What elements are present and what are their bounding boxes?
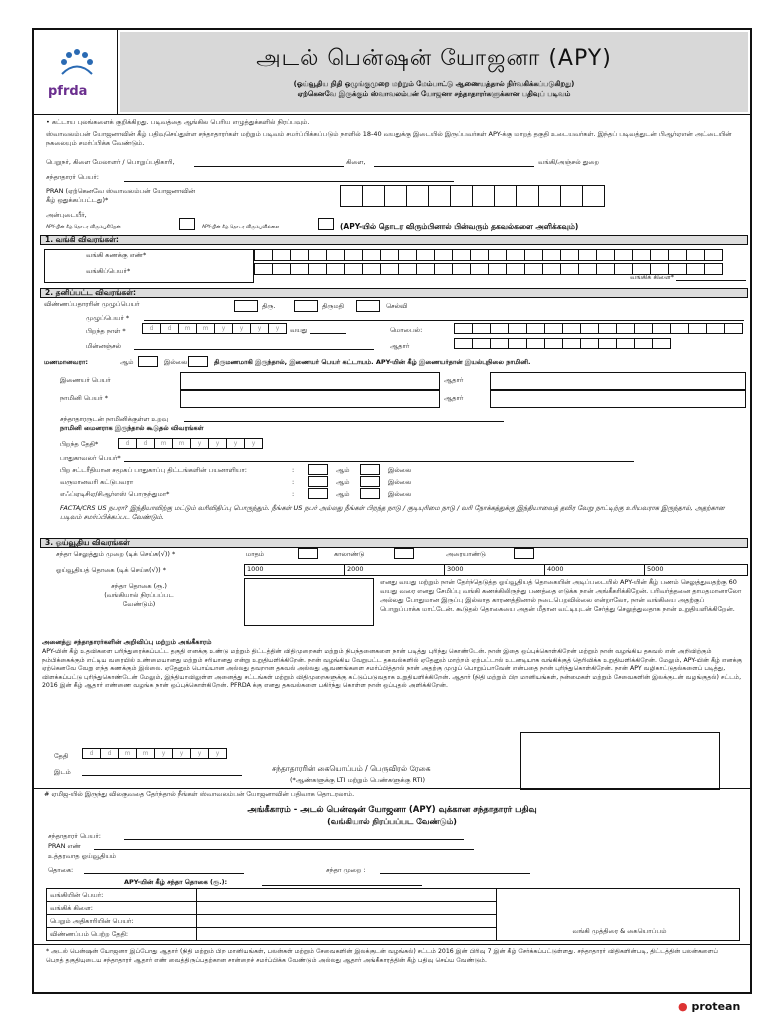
mobile-label: மொபைல்: — [390, 326, 423, 334]
amount-3000[interactable]: 3000 — [445, 565, 545, 575]
form-title: அடல் பென்ஷன் யோஜனா (APY) — [256, 46, 612, 71]
bank-account-cells[interactable] — [254, 249, 723, 261]
ack-stamp-cell[interactable]: வங்கி முத்திரை & கையொப்பம் — [497, 889, 740, 941]
q1-label: பிற சட்டரீதியான சமூகப் பாதுகாப்பு திட்டங்களின் பயனாளியா: — [60, 466, 247, 474]
fullname-label: முழுப்பெயர் * — [86, 314, 130, 322]
ack-mode-label: சந்தா முறை : — [326, 866, 366, 874]
age-label: வயது — [290, 326, 308, 334]
nominee-dob-cells[interactable]: d d m m y y y y — [118, 438, 263, 449]
pran-cells[interactable] — [340, 185, 605, 207]
option-optout-checkbox[interactable] — [318, 218, 334, 230]
title-mrs-label: திருமதி — [322, 302, 344, 310]
ack-amount-line[interactable] — [84, 873, 244, 874]
applicant-label: விண்ணப்பதாரரின் முழுப்பெயர் — [44, 300, 140, 308]
declaration-heading: அனைத்து சந்தாதாரர்களின் அறிவிப்பு மற்றும் அங்கீகாரம் — [42, 638, 212, 646]
ack-table — [46, 888, 740, 941]
amount-2000[interactable]: 2000 — [345, 565, 445, 575]
amount-1000[interactable]: 1000 — [245, 565, 345, 575]
aadhaar-label: ஆதார் — [390, 342, 410, 350]
ack-contrib-line[interactable] — [262, 885, 422, 886]
q2-no-box[interactable] — [360, 476, 380, 487]
q3-yes-label: ஆம் — [336, 490, 350, 498]
q1-yes-box[interactable] — [308, 464, 328, 475]
form-subtitle-1: (ஓய்வூதிய நிதி ஒழுங்குமுறை மற்றும் மேம்பாட்டு ஆணையத்தால் நிர்வகிக்கப்படுகிறது) — [293, 80, 575, 88]
marital-yes-checkbox[interactable] — [138, 356, 158, 367]
bank-name-label: வங்கிப்பெயர்* — [86, 267, 131, 275]
spouse-aadhaar-label: ஆதார் — [444, 376, 464, 384]
facta-note: FACTA/CRS US நபரா? இந்தியாவிற்கு மட்டும் வரிவிதிப்பு பொருந்தும். நீங்கள் US நபர் அல்லது நீங்கள் பிறந்த நாடு / குடியுரிமை நாடு / வரி நோக்கத்துக்கு இந்தியாவைத் தவிர வேறு நாட்டிற்கு உரியவராக இருந்தால், அதற்கான படிவம் சமர்ப்பிக்கப்பட வேண்டும். — [60, 504, 725, 521]
footer-note: * அடல் பென்ஷன் யோஜனா இப்போது ஆதார் (நிதி மற்றும் பிற மானியங்கள், பலன்கள் மற்றும் சேவைகளின் இலக்குடன் வழங்கல்) சட்டம் 2016 இன் பிரிவு 7 இன் கீழ் சேர்க்கப்பட்டுள்ளது. சந்தாதாரர் விதிகளின்படி, திட்டத்தின் பலன்களைப் பெறத் தகுதியுடைய சந்தாதாரர் ஆதார் எண் வைத்திருப்பதற்கான சான்றைச் சமர்ப்பிக்க வேண்டும் அல்லது ஆதார் அங்கீகாரத்தின் கீழ் பதிவு செய்ய வேண்டும். — [46, 948, 718, 964]
q3-no-box[interactable] — [360, 488, 380, 499]
nominee-name-box[interactable] — [180, 390, 440, 408]
to-label: பெறுநர், கிளை மேலாளர் / பொறுப்பதிகாரி, — [46, 158, 175, 166]
q1-no-label: இல்லை — [388, 466, 412, 474]
ack-name-label: சந்தாதாரர் பெயர்: — [48, 832, 101, 840]
nominee-aadhaar-label: ஆதார் — [444, 394, 464, 402]
freq-quarterly-label: காலாண்டு — [334, 550, 365, 558]
pfrda-emblem-icon — [52, 44, 102, 84]
branch-label: கிளை, — [346, 158, 366, 166]
bank-post-label: வங்கி/அஞ்சல் துறை — [538, 158, 599, 166]
email-label: மின்னஞ்சல் — [86, 342, 121, 350]
pfrda-logo — [34, 30, 118, 114]
signature-note: (*ஆண்களுக்கு LTI மற்றும் பெண்களுக்கு RTI) — [290, 776, 425, 784]
apy-form: pfrda அடல் பென்ஷன் யோஜனா (APY) (ஓய்வூதிய நிதி ஒழுங்குமுறை மற்றும் மேம்பாட்டு ஆணையத்தால் நிர்வகிக்கப்படுகிறது) ஏற்கெனவே இருக்கும் ஸ்வாவலம்பன் யோஜனா சந்தாதாரர்களுக்கான பதிவுப் படிவம் • கட்டாய புலங்களைக் குறிக்கிறது. படிவத்தை ஆங்கில பெரிய எழுத்துக்களில் நிரப்பவும். ஸ்வாவலம்பன் யோஜனாவின் கீழ் பதிவுசெய்துள்ள சந்தாதாரர்கள் மற்றும் படிவம் சமர்ப்பிக்கப்படும் நாளில் 18-40 வயதுக்கு இடையில் இருப்பவர்கள் APY-க்கு மாறத் தகுதி உடையவர்கள். இந்தப் படிவத்துடன் பிஆர்ஏஎன் அட்டையின் நகலையும் சமர்ப்பிக்க வேண்டும். பெறுநர், கிளை மேலாளர் / பொறுப்பதிகாரி, கிளை, வங்கி/அஞ்சல் துறை சந்தாதாரர் பெயர்: PRAN (ஏற்கெனவே ஸ்வாவலம்பன் யோஜனாவின் கீழ் ஒதுக்கப்பட்டது)* அன்புடையீர், APY-யின் கீழ் தொடர விரும்புகிறேன் APY-யின் கீழ் தொடர விரும்பவில்லை (APY-யில் தொடர விரும்பினால் பின்வரும் தகவல்களை அளிக்கவும்) 1. வங்கி விவரங்கள்: வங்கி கணக்கு எண்* வங்கிப்பெயர்* வங்கிக் கிளை* 2. தனிப்பட்ட விவரங்கள்: விண்ணப்பதாரரின் முழுப்பெயர் திரு. திருமதி செல்வி முழுப்பெயர் * பிறந்த நாள் * d d m m y y y y வயது மொபைல்: மின்னஞ்சல் ஆதார் மணமானவரா: ஆம் இல்லை திருமணமாகி இருந்தால், இணையர் பெயர் கட்டாயம். APY-யின் கீழ் இணையர்தான் இயல்புநிலை நாமினி. இணையர் பெயர் ஆதார் நாமினி பெயர் * ஆதார் சந்தாதாரருடன் நாமினிக்குள்ள உறவு நாமினி மைனராக இருந்தால் கூடுதல் விவரங்கள் பிறந்த தேதி* d d m m y y y y பாதுகாவலர் பெயர்* பிற சட்டரீதியான சமூகப் பாதுகாப்பு திட்டங்களின் பயனாளியா: வருமானவரி கட்டுபவரா எஃப்ஏடிசிஏ/சிஆர்எஸ் பொருந்துமா* : : : ஆம் இல்லை ஆம் இல்லை ஆம் இல்லை FACTA/CRS US நபரா? இந்தியாவிற்கு மட்டும் வரிவிதிப்பு பொருந்தும். நீங்கள் US நபர் அல்லது நீங்கள் பிறந்த நாடு / குடியுரிமை நாடு / வரி நோக்கத்துக்கு இந்தியாவைத் தவிர வேறு நாட்டிற்கு உரியவராக இருந்தால், அதற்கான படிவம் சமர்ப்பிக்கப்பட வேண்டும். 3. ஓய்வூதிய விவரங்கள் சந்தா செலுத்தும் முறை (டிக் செய்க(√)) * மாதம் காலாண்டு அரையாண்டு ஓய்வூதியத் தொகை (டிக் செய்க(√)) * 1000 2000 3000 4000 5000 சந்தா தொகை (ரூ.) (வங்கியால் நிரப்பப்பட வேண்டும்) எனது வயது மற்றும் நான் தேர்ந்தெடுத்த ஓய்வூதியத் தொகையின் அடிப்படையில் APY-யின் கீழ் பணம் செலுத்துவதற்கு 60 வயது வரை எனது சேமிப்பு வங்கி கணக்கிலிருந்து பணத்தை எடுக்க நான் அங்கீகரிக்கிறேன். பரிவர்த்தனை தாமதமானாலோ அல்லது போதுமான இருப்பு இல்லாத காரணத்தினால் நடைபெறவில்லை என்றாலோ, நான் வங்கியை அதற்குப் பொறுப்பாக்க மாட்டேன். கூடுதல் தொகையை அதன் மீதான வட்டியுடன் சேர்த்து செலுத்துவதாக நான் உறுதியளிக்கிறேன். அனைத்து சந்தாதாரர்களின் அறிவிப்பு மற்றும் அங்கீகாரம் APY-யின் கீழ் உதவிகளை பரிந்துரைக்கப்பட்ட தகுதி எனக்கு உண்டு மற்றும் திட்டத்தின் விதிமுறைகள் மற்றும் நிபந்தனைகளை நான் படித்து புரிந்து கொண்டேன். நான் இதை ஒப்புக்கொள்கிறேன் மற்றும் நான் வழங்கிய தகவல் என் அறிவிற்கும் நம்பிக்கைக்கும் எட்டிய வரையில் உண்மையானது மற்றும் சரியானது என்று உறுதியளிக்கிறேன். நான் வழங்கிய வேறுபட்ட தகவல்களில் ஏதேனும் மாற்றம் ஏற்பட்டால் உடனடியாக வங்கிக்குத் தெரிவிக்க உறுதியளிக்கிறேன். மேலும், APY-யின் கீழ் எனக்கு ஏற்கெனவே வேறு எந்த கணக்கும் இல்லை. ஏதேனும் பொய்யான அல்லது தவறான தகவல் அல்லது ஆவணங்களை சமர்ப்பித்தால் நான் அதற்கு முழுப் பொறுப்பாவேன் என்பதை நான் புரிந்துகொள்கிறேன். நான் APY வழிகாட்டுதல்களைப் படித்து, விளக்கப்பட்டு புரிந்துகொண்டேன் மேலும், இந்தியாவிலுள்ள அனைத்து சட்டங்கள் மற்றும் விதிமுறைகளுக்கு கட்டுப்படுவதாக உறுதியளிக்கிறேன். ஆதார் (நிதி மற்றும் பிற மானியங்கள், நன்மைகள் மற்றும் சேவைகளின் இலக்குடன் வழங்குதல்) சட்டம், 2016 இன் கீழ் ஆதார் எண்ணை வழங்க நான் ஒப்புக்கொள்கிறேன். PFRDA க்கு எனது தகவல்களை பகிர்ந்து கொள்ள நான் ஒப்புதல் அளிக்கிறேன். தேதி d d m m y y y y இடம் சந்தாதாரரின் கையொப்பம் / பெருவிரல் ரேகை (*ஆண்களுக்கு LTI மற்றும் பெண்களுக்கு RTI) # ஏமிஜ-யில் இருந்து விலகுவதை தேர்ந்தால் நீங்கள் ஸ்வாவலம்பன் யோஜனாவின் பதிவாக தொடரலாம். அங்கீகாரம் - அடல் பென்ஷன் யோஜனா (APY) வுக்கான சந்தாதாரர் பதிவு (வங்கியால் நிரப்பப்பட வேண்டும்) சந்தாதாரர் பெயர்: PRAN எண் உத்தரவாத ஓய்வூதியம் தொகை: சந்தா முறை : APY-யின் கீழ் சந்தா தொகை (ரூ.): வங்கியின் பெயர்: வங்கி முத்திரை & கையொப்பம் வங்கிக் கிளை: பெறும் அதிகாரியின் பெயர்: விண்ணப்பம் பெற்ற தேதி: * அடல் பென்ஷன் யோஜனா இப்போது ஆதார் (நிதி மற்றும் பிற மானியங்கள், பலன்கள் மற்றும் சேவைகளின் இலக்குடன் வழங்கல்) சட்டம் 2016 இன் பிரிவு 7 இன் கீழ் சேர்க்கப்பட்டுள்ளது. சந்தாதாரர் விதிகளின்படி, திட்டத்தின் பலன்களைப் பெறத் தகுதியுடைய சந்தாதாரர் ஆதார் எண் வைத்திருப்பதற்கான சான்றைச் சமர்ப்பிக்க வேண்டும் அல்லது ஆதார் அங்கீகாரத்தின் கீழ் பதிவு செய்ய வேண்டும். — [32, 28, 752, 994]
marital-label: மணமானவரா: — [44, 358, 89, 366]
contribution-box[interactable] — [244, 578, 374, 626]
ack-officer-label: பெறும் அதிகாரியின் பெயர்: — [47, 915, 197, 928]
salutation: அன்புடையீர், — [46, 211, 87, 219]
ack-name-line[interactable] — [124, 839, 464, 840]
ack-mode-line[interactable] — [380, 873, 530, 874]
title-miss-checkbox[interactable] — [356, 300, 380, 312]
aadhaar-cells[interactable] — [454, 338, 671, 349]
bank-label-col — [44, 249, 254, 283]
spouse-aadhaar-box[interactable] — [490, 372, 746, 390]
guardian-label: பாதுகாவலர் பெயர்* — [60, 454, 121, 462]
freq-quarterly-box[interactable] — [394, 548, 414, 559]
freq-monthly-box[interactable] — [298, 548, 318, 559]
title-box — [120, 32, 748, 112]
spouse-name-box[interactable] — [180, 372, 440, 390]
declaration-body: APY-யின் கீழ் உதவிகளை பரிந்துரைக்கப்பட்ட தகுதி எனக்கு உண்டு மற்றும் திட்டத்தின் விதிமுறைகள் மற்றும் நிபந்தனைகளை நான் படித்து புரிந்து கொண்டேன். நான் இதை ஒப்புக்கொள்கிறேன் மற்றும் நான் வழங்கிய தகவல் என் அறிவிற்கும் நம்பிக்கைக்கும் எட்டிய வரையில் உண்மையானது மற்றும் சரியானது என்று உறுதியளிக்கிறேன். நான் வழங்கிய வேறுபட்ட தகவல்களில் ஏதேனும் மாற்றம் ஏற்பட்டால் உடனடியாக வங்கிக்குத் தெரிவிக்க உறுதியளிக்கிறேன். மேலும், APY-யின் கீழ் எனக்கு ஏற்கெனவே வேறு எந்த கணக்கும் இல்லை. ஏதேனும் பொய்யான அல்லது தவறான தகவல் அல்லது ஆவணங்களை சமர்ப்பித்தால் நான் அதற்கு முழுப் பொறுப்பாவேன் என்பதை நான் புரிந்துகொள்கிறேன். நான் APY வழிகாட்டுதல்களைப் படித்து, விளக்கப்பட்டு புரிந்துகொண்டேன் மேலும், இந்தியாவிலுள்ள அனைத்து சட்டங்கள் மற்றும் விதிமுறைகளுக்கு கட்டுப்படுவதாக உறுதியளிக்கிறேன். ஆதார் (நிதி மற்றும் பிற மானியங்கள், நன்மைகள் மற்றும் சேவைகளின் இலக்குடன் வழங்குதல்) சட்டம், 2016 இன் கீழ் ஆதார் எண்ணை வழங்க நான் ஒப்புக்கொள்கிறேன். PFRDA க்கு எனது தகவல்களை பகிர்ந்து கொள்ள நான் ஒப்புதல் அளிக்கிறேன். — [42, 648, 743, 689]
ack-bank-name-label: வங்கியின் பெயர்: — [47, 889, 197, 902]
amount-4000[interactable]: 4000 — [545, 565, 645, 575]
q3-yes-box[interactable] — [308, 488, 328, 499]
q3-no-label: இல்லை — [388, 490, 412, 498]
relation-line[interactable] — [184, 421, 504, 422]
ack-date-cell[interactable] — [197, 928, 497, 941]
optout-note: # ஏமிஜ-யில் இருந்து விலகுவதை தேர்ந்தால் நீங்கள் ஸ்வாவலம்பன் யோஜனாவின் பதிவாக தொடரலாம். — [44, 790, 355, 798]
form-header — [34, 30, 750, 115]
ack-pran-line[interactable] — [94, 849, 474, 850]
protean-logo-icon: ● — [678, 1000, 688, 1013]
branch-line[interactable] — [374, 166, 534, 167]
ack-pran-label: PRAN எண் — [48, 842, 81, 850]
fullname-line[interactable] — [144, 320, 744, 321]
dob-label: பிறந்த நாள் * — [86, 327, 126, 335]
option-continue-checkbox[interactable] — [179, 218, 195, 230]
section-pension-details: 3. ஓய்வூதிய விவரங்கள் — [40, 538, 748, 548]
divider — [34, 788, 750, 789]
title-mr-checkbox[interactable] — [234, 300, 258, 312]
ack-contrib-label: APY-யின் கீழ் சந்தா தொகை (ரூ.): — [124, 878, 228, 886]
pran-label: PRAN (ஏற்கெனவே ஸ்வாவலம்பன் யோஜனாவின் கீழ் ஒதுக்கப்பட்டது)* — [46, 187, 196, 204]
ack-pension-label: உத்தரவாத ஓய்வூதியம் — [48, 852, 117, 860]
option-optout-label: APY-யின் கீழ் தொடர விரும்பவில்லை — [202, 225, 280, 230]
eligibility-note: ஸ்வாவலம்பன் யோஜனாவின் கீழ் பதிவுசெய்துள்ள சந்தாதாரர்கள் மற்றும் படிவம் சமர்ப்பிக்கப்படும் நாளில் 18-40 வயதுக்கு இடையில் இருப்பவர்கள் APY-க்கு மாறத் தகுதி உடையவர்கள். இந்தப் படிவத்துடன் பிஆர்ஏஎன் அட்டையின் நகலையும் சமர்ப்பிக்க வேண்டும். — [46, 130, 732, 147]
form-subtitle-2: ஏற்கெனவே இருக்கும் ஸ்வாவலம்பன் யோஜனா சந்தாதாரர்களுக்கான பதிவுப் படிவம் — [297, 90, 571, 98]
ack-officer-cell[interactable] — [197, 915, 497, 928]
q3-label: எஃப்ஏடிசிஏ/சிஆர்எஸ் பொருந்துமா* — [60, 490, 170, 498]
nominee-label: நாமினி பெயர் * — [60, 394, 108, 402]
q2-no-label: இல்லை — [388, 478, 412, 486]
title-miss-label: செல்வி — [386, 302, 408, 310]
section-personal-details: 2. தனிப்பட்ட விவரங்கள்: — [40, 288, 748, 298]
guardian-line[interactable] — [124, 461, 634, 462]
freq-half-yearly-box[interactable] — [514, 548, 534, 559]
spouse-label: இணையர் பெயர் — [60, 376, 111, 384]
q1-no-box[interactable] — [360, 464, 380, 475]
marital-no-label: இல்லை — [164, 358, 188, 366]
ack-date-label: விண்ணப்பம் பெற்ற தேதி: — [47, 928, 197, 941]
frequency-label: சந்தா செலுத்தும் முறை (டிக் செய்க(√)) * — [56, 550, 176, 558]
email-line[interactable] — [134, 349, 374, 350]
bank-branch-line[interactable] — [676, 280, 746, 281]
to-line[interactable] — [194, 166, 344, 167]
nominee-aadhaar-box[interactable] — [490, 390, 746, 408]
ack-branch-label: வங்கிக் கிளை: — [47, 902, 197, 915]
nominee-dob-label: பிறந்த தேதி* — [60, 440, 99, 448]
marital-no-checkbox[interactable] — [188, 356, 208, 367]
footer-divider — [34, 944, 750, 945]
amount-label: ஓய்வூதியத் தொகை (டிக் செய்க(√)) * — [56, 566, 167, 574]
subscriber-name-line[interactable] — [124, 181, 454, 182]
subscriber-name-label: சந்தாதாரர் பெயர்: — [46, 173, 99, 181]
q2-yes-label: ஆம் — [336, 478, 350, 486]
signature-box[interactable] — [520, 732, 720, 790]
contribution-label: சந்தா தொகை (ரூ.) (வங்கியால் நிரப்பப்பட வேண்டும்) — [104, 582, 174, 608]
amount-5000[interactable]: 5000 — [647, 565, 664, 573]
minor-note: நாமினி மைனராக இருந்தால் கூடுதல் விவரங்கள் — [60, 424, 204, 432]
debit-authorization: எனது வயது மற்றும் நான் தேர்ந்தெடுத்த ஓய்வூதியத் தொகையின் அடிப்படையில் APY-யின் கீழ் பணம் செலுத்துவதற்கு 60 வயது வரை எனது சேமிப்பு வங்கி கணக்கிலிருந்து பணத்தை எடுக்க நான் அங்கீகரிக்கிறேன். பரிவர்த்தனை தாமதமானாலோ அல்லது போதுமான இருப்பு இல்லாத காரணத்தினால் நடைபெறவில்லை என்றாலோ, நான் வங்கியை அதற்குப் பொறுப்பாக்க மாட்டேன். கூடுதல் தொகையை அதன் மீதான வட்டியுடன் சேர்த்து செலுத்துவதாக நான் உறுதியளிக்கிறேன். — [380, 578, 742, 613]
amount-options[interactable] — [244, 564, 748, 576]
ack-amount-label: தொகை: — [48, 866, 74, 874]
married-note: திருமணமாகி இருந்தால், இணையர் பெயர் கட்டாயம். APY-யின் கீழ் இணையர்தான் இயல்புநிலை நாமினி. — [214, 358, 531, 366]
continue-note: (APY-யில் தொடர விரும்பினால் பின்வரும் தகவல்களை அளிக்கவும்) — [340, 222, 579, 231]
ack-branch-cell[interactable] — [197, 902, 497, 915]
section-bank-details: 1. வங்கி விவரங்கள்: — [40, 235, 748, 245]
q1-yes-label: ஆம் — [336, 466, 350, 474]
option-continue-label: APY-யின் கீழ் தொடர விரும்புகிறேன் — [46, 225, 121, 230]
freq-half-yearly-label: அரையாண்டு — [446, 550, 486, 558]
bank-branch-label: வங்கிக் கிளை* — [630, 273, 675, 281]
ack-subtitle: (வங்கியால் நிரப்பப்பட வேண்டும்) — [327, 817, 457, 826]
age-line[interactable] — [310, 333, 346, 334]
q2-yes-box[interactable] — [308, 476, 328, 487]
logo-text: pfrda — [48, 84, 88, 99]
marital-yes-label: ஆம் — [120, 358, 134, 366]
bank-account-label: வங்கி கணக்கு எண்* — [86, 251, 147, 259]
place-label: இடம் — [54, 768, 71, 776]
dob-cells[interactable]: d d m m y y y y — [142, 323, 287, 334]
date-cells[interactable]: d d m m y y y y — [82, 748, 227, 759]
ack-bank-name-cell[interactable] — [197, 889, 497, 902]
freq-monthly-label: மாதம் — [246, 550, 265, 558]
signature-label: சந்தாதாரரின் கையொப்பம் / பெருவிரல் ரேகை — [272, 764, 431, 773]
ack-title: அங்கீகாரம் - அடல் பென்ஷன் யோஜனா (APY) வுக்கான சந்தாதாரர் பதிவு — [247, 805, 537, 815]
protean-brand: ● protean — [678, 1000, 741, 1013]
q2-label: வருமானவரி கட்டுபவரா — [60, 478, 134, 486]
relation-label: சந்தாதாரருடன் நாமினிக்குள்ள உறவு — [60, 415, 168, 423]
date-label: தேதி — [54, 752, 69, 760]
place-line[interactable] — [82, 775, 242, 776]
title-mr-label: திரு. — [262, 302, 276, 310]
mandatory-note: • கட்டாய புலங்களைக் குறிக்கிறது. படிவத்தை ஆங்கில பெரிய எழுத்துக்களில் நிரப்பவும். — [46, 118, 310, 126]
mobile-cells[interactable] — [454, 323, 743, 334]
title-mrs-checkbox[interactable] — [294, 300, 318, 312]
